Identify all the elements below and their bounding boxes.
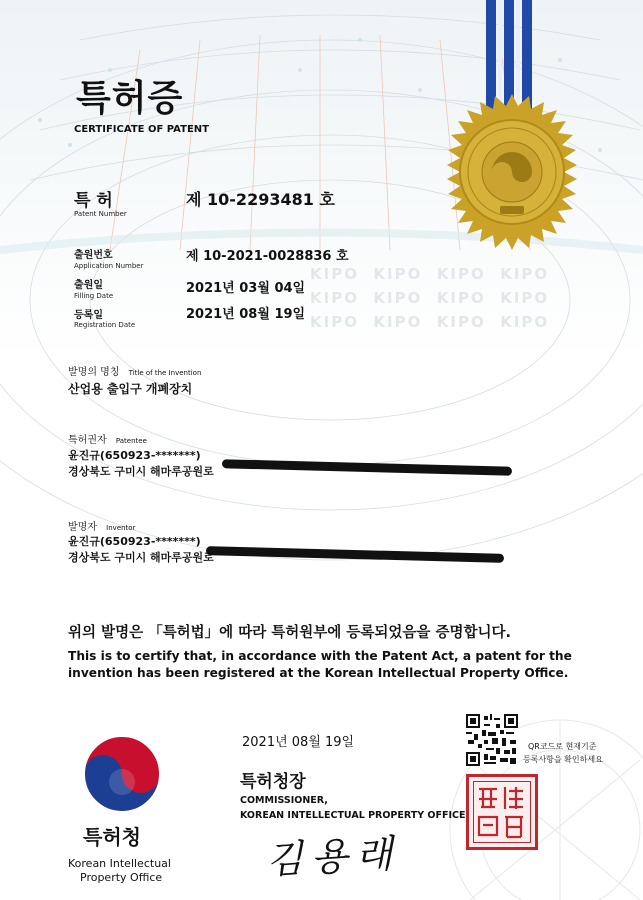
watermark-text: KIPO [373,313,423,331]
watermark-text: KIPO [373,289,423,307]
watermark-text: KIPO [436,313,486,331]
application-label: 출원번호 [74,250,113,261]
commissioner-title-en-1: COMMISSIONER, [240,795,328,806]
filing-label: 출원일 [74,280,103,291]
inventor-label [68,518,135,533]
certification-en-1: This is to certify that, in accordance with the Patent Act, a patent for the [68,649,572,663]
patent-label-en: Patent Number [74,210,127,218]
invention-title: 산업용 출입구 개폐장치 [68,382,193,396]
certification-en-2: invention has been registered at the Korean Intellectual Property Office. [68,666,569,680]
commissioner-signature: 김 용 래 [265,831,392,883]
inventor-label-ko: 발명자 [68,522,97,533]
issue-date: 2021년 08월 19일 [242,735,355,750]
application-number: 제 10-2021-0028836 호 [186,249,349,264]
inventor-name: 윤진규(650923-*******) [68,535,201,548]
office-name-ko: 특허청 [83,825,141,849]
inventor-address: 경상북도 구미시 해마루공원로 [68,551,214,564]
watermark-text: KIPO [310,313,359,331]
watermark-text: KIPO [373,265,423,283]
patentee-address: 경상북도 구미시 해마루공원로 [68,465,214,478]
qr-caption-2: 등록사항을 확인하세요 [523,755,603,764]
filing-label-en: Filling Date [74,292,114,300]
watermark [310,262,640,332]
registration-label: 등록일 [74,310,103,321]
invention-label [68,363,201,378]
office-name-en-1: Korean Intellectual [68,857,171,870]
invention-label-en: Title of the Invention [128,369,202,377]
certification-ko: 위의 발명은 「특허법」에 따라 특허원부에 등록되었음을 증명합니다. [68,625,511,641]
qr-code-icon [466,714,518,766]
certificate-title: 특허증 [76,78,184,119]
watermark-text: KIPO [436,289,486,307]
kipo-logo-icon [80,732,164,816]
registration-date: 2021년 08월 19일 [186,307,306,322]
official-stamp-icon [466,774,538,850]
patentee-label [68,431,147,446]
registration-label-en: Registration Date [74,321,136,329]
watermark-text: KIPO [500,265,550,283]
patent-label: 특 허 [74,191,113,211]
patent-number: 제 10-2293481 호 [186,190,335,209]
commissioner-title-ko: 특허청장 [240,772,306,792]
watermark-text: KIPO [310,265,359,283]
patentee-name: 윤진규(650923-*******) [68,449,201,462]
watermark-text: KIPO [436,265,486,283]
qr-caption-1: QR코드로 현재기준 [528,742,597,751]
inventor-label-en: Inventor [106,524,136,532]
patentee-label-en: Patentee [115,437,147,445]
office-name-en-2: Property Office [80,871,163,884]
gold-seal-icon [432,92,592,252]
invention-label-ko: 발명의 명칭 [68,367,120,378]
watermark-text: KIPO [500,289,550,307]
certificate-subtitle: CERTIFICATE OF PATENT [74,124,209,135]
patentee-label-ko: 특허권자 [68,435,107,446]
application-label-en: Application Number [74,262,144,270]
watermark-text: KIPO [310,289,359,307]
commissioner-title-en-2: KOREAN INTELLECTUAL PROPERTY OFFICE [240,810,466,821]
filing-date: 2021년 03월 04일 [186,281,306,296]
watermark-text: KIPO [500,313,550,331]
